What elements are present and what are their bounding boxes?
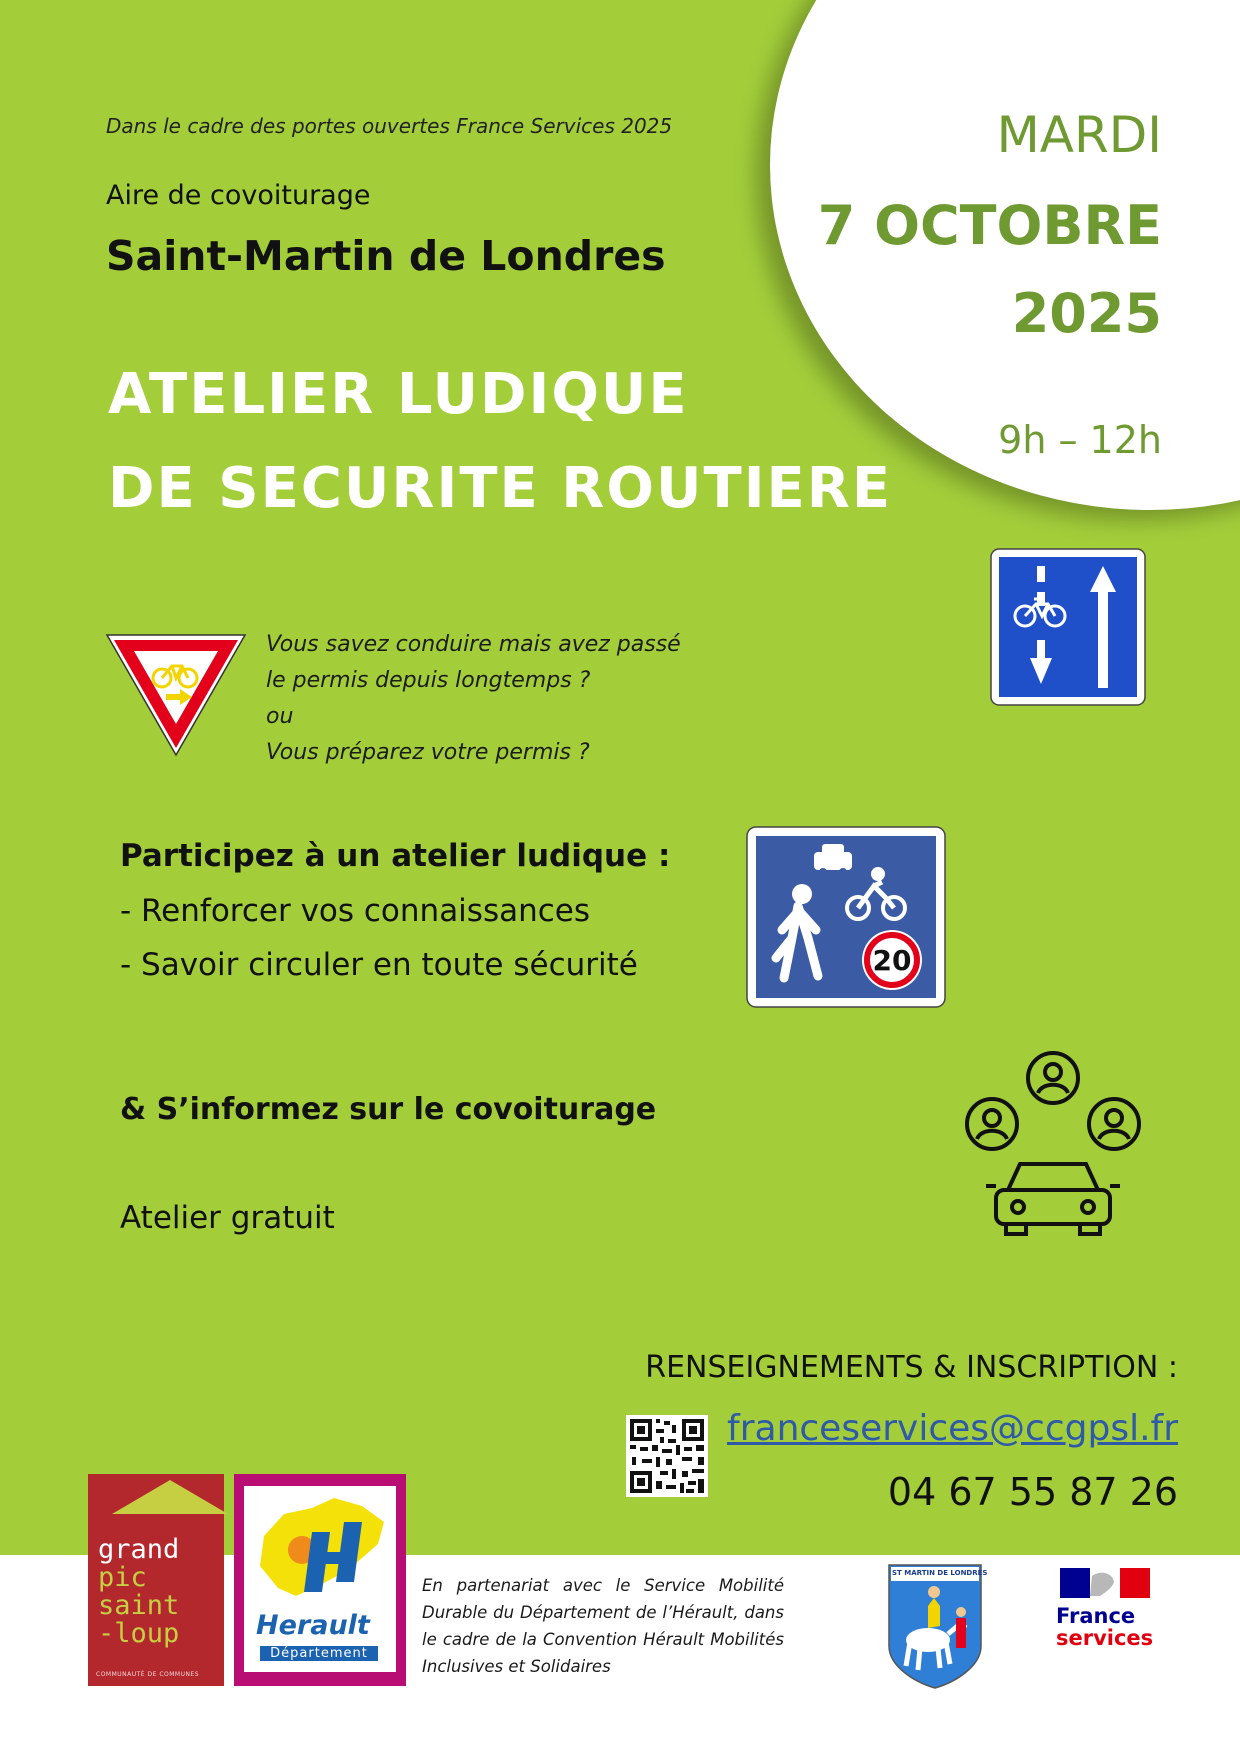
gpsl-word: -loup <box>98 1618 180 1649</box>
yield-sign-icon <box>104 632 248 758</box>
grand-pic-saint-loup-logo <box>88 1474 224 1686</box>
date-hours: 9h – 12h <box>998 418 1162 462</box>
contact-email-link[interactable]: franceservices@ccgpsl.fr <box>727 1408 1178 1449</box>
shared-zone-sign-icon <box>746 826 946 1008</box>
city-name: Saint-Martin de Londres <box>106 232 666 280</box>
carpool-info: & S’informez sur le covoiturage <box>120 1092 657 1127</box>
question-line: Vous savez conduire mais avez passé <box>266 632 681 657</box>
france-services-word: France <box>1056 1604 1136 1628</box>
qr-code-icon <box>626 1415 708 1497</box>
saint-martin-crest-logo <box>886 1562 988 1690</box>
question-line: Vous préparez votre permis ? <box>266 740 590 765</box>
workshop-bullet: - Savoir circuler en toute sécurité <box>120 947 638 983</box>
france-services-logo <box>1056 1566 1160 1684</box>
title-line-2: DE SECURITE ROUTIERE <box>108 456 893 521</box>
carpool-icon <box>960 1050 1146 1236</box>
herault-name: Herault <box>256 1610 370 1641</box>
speed-limit-value: 20 <box>872 944 912 977</box>
crest-label: ST MARTIN DE LONDRES <box>892 1569 988 1577</box>
free-workshop-text: Atelier gratuit <box>120 1200 335 1236</box>
question-line: le permis depuis longtemps ? <box>266 668 591 693</box>
workshop-bullet: - Renforcer vos connaissances <box>120 893 591 929</box>
herault-map-icon <box>250 1492 390 1610</box>
question-line: ou <box>266 704 294 729</box>
logo-triangle <box>112 1480 228 1514</box>
france-services-word: services <box>1056 1626 1154 1650</box>
gpsl-word: grand <box>98 1534 180 1565</box>
partnership-text: En partenariat avec le Service Mobilité Durable du Département de l’Hérault, dans le cadre de la Convention Hérault Mobilités Inclusives et Solidaires <box>422 1576 784 1676</box>
gpsl-subtitle: COMMUNAUTÉ DE COMMUNES <box>96 1671 200 1678</box>
crest-shield-icon <box>886 1562 988 1690</box>
herault-subtitle: Département <box>260 1646 378 1661</box>
gpsl-word: pic <box>98 1562 147 1593</box>
title-line-1: ATELIER LUDIQUE <box>108 362 689 427</box>
bike-lane-sign-icon <box>990 548 1146 706</box>
date-date: 7 OCTOBRE <box>817 194 1162 257</box>
date-day: MARDI <box>996 106 1162 164</box>
workshop-heading: Participez à un atelier ludique : <box>120 838 671 874</box>
intro-text: Dans le cadre des portes ouvertes France Services 2025 <box>106 114 673 138</box>
contact-phone: 04 67 55 87 26 <box>887 1470 1178 1514</box>
place-label: Aire de covoiturage <box>106 180 371 211</box>
date-year: 2025 <box>1011 282 1162 345</box>
contact-heading: RENSEIGNEMENTS & INSCRIPTION : <box>645 1350 1178 1385</box>
gpsl-word: saint <box>98 1590 180 1621</box>
herault-departement-logo <box>234 1474 406 1686</box>
marianne-flag-icon <box>1056 1566 1156 1600</box>
